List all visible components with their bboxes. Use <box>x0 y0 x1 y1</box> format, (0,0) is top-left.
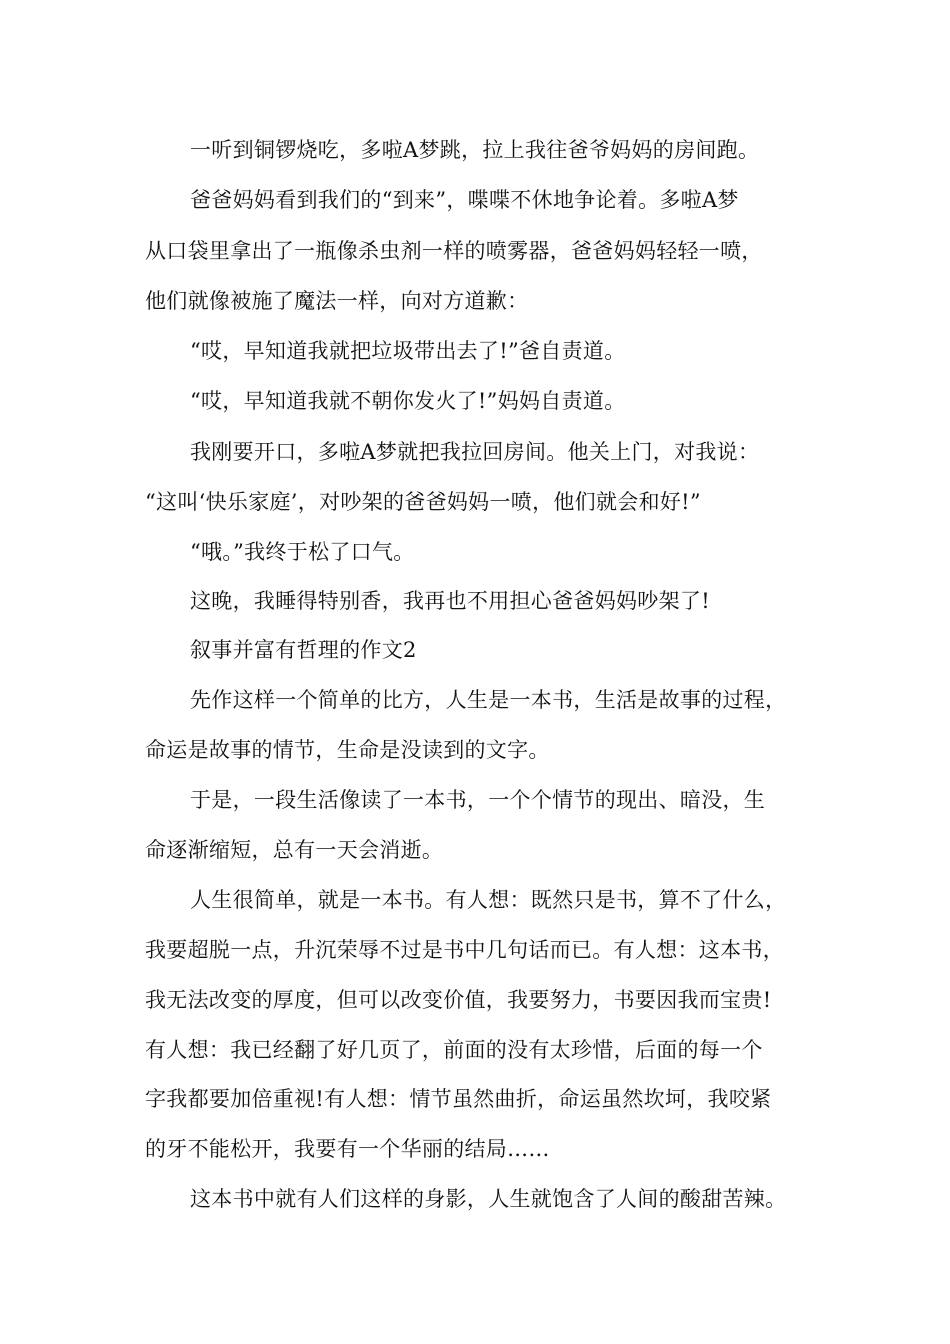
section-heading: 叙事并富有哲理的作文2 <box>190 638 417 662</box>
text-line: 爸爸妈妈看到我们的“到来”，喋喋不休地争论着。多啦A梦 <box>190 188 739 212</box>
text-line: 人生很简单，就是一本书。有人想：既然只是书，算不了什么， <box>190 888 787 912</box>
text-line: 从口袋里拿出了一瓶像杀虫剂一样的喷雾器，爸爸妈妈轻轻一喷， <box>145 239 763 263</box>
text-line: “这叫‘快乐家庭’，对吵架的爸爸妈妈一喷，他们就会和好!” <box>145 490 701 514</box>
text-line: 命逐渐缩短，总有一天会消逝。 <box>145 838 444 862</box>
text-line: 的牙不能松开，我要有一个华丽的结局…… <box>145 1137 550 1161</box>
text-line: 我无法改变的厚度，但可以改变价值，我要努力，书要因我而宝贵! <box>145 988 772 1012</box>
text-line: 命运是故事的情节，生命是没读到的文字。 <box>145 738 550 762</box>
text-line: 他们就像被施了魔法一样，向对方道歉： <box>145 289 529 313</box>
text-line: “哎，早知道我就不朝你发火了!”妈妈自责道。 <box>190 389 626 413</box>
text-line: 先作这样一个简单的比方，人生是一本书，生活是故事的过程， <box>190 688 787 712</box>
text-line: 这本书中就有人们这样的身影，人生就饱含了人间的酸甜苦辣。 <box>190 1187 787 1211</box>
text-line: 我刚要开口，多啦A梦就把我拉回房间。他关上门，对我说： <box>190 440 760 464</box>
text-line: 于是，一段生活像读了一本书，一个个情节的现出、暗没，生 <box>190 788 766 812</box>
text-line: “哦。”我终于松了口气。 <box>190 540 415 564</box>
text-line: 有人想：我已经翻了好几页了，前面的没有太珍惜，后面的每一个 <box>145 1038 763 1062</box>
text-line: 这晚，我睡得特别香，我再也不用担心爸爸妈妈吵架了! <box>190 589 710 613</box>
text-line: 我要超脱一点，升沉荣辱不过是书中几句话而已。有人想：这本书， <box>145 938 784 962</box>
text-line: 一听到铜锣烧吃，多啦A梦跳，拉上我往爸爷妈妈的房间跑。 <box>190 138 760 162</box>
text-line: 字我都要加倍重视!有人想：情节虽然曲折，命运虽然坎坷，我咬紧 <box>145 1087 772 1111</box>
text-line: “哎，早知道我就把垃圾带出去了!”爸自责道。 <box>190 339 626 363</box>
